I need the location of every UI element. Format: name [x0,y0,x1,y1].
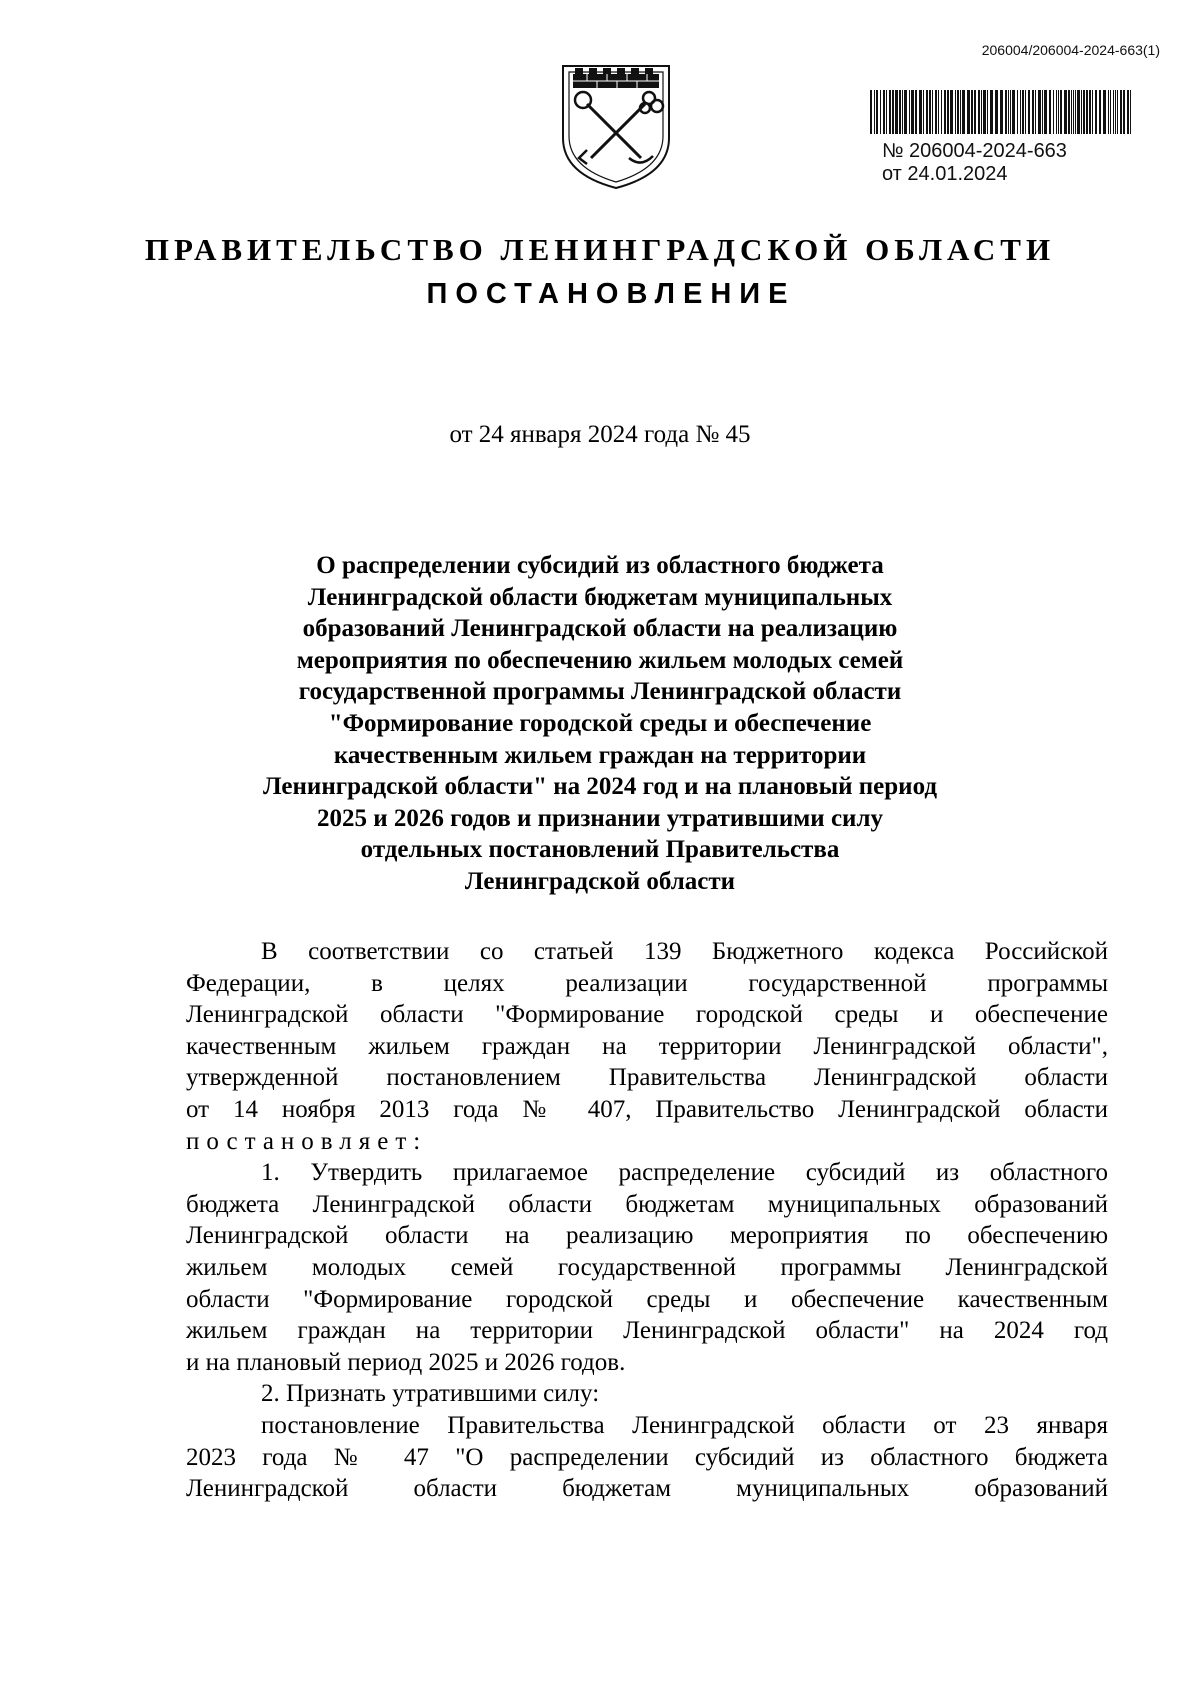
registration-date: от 24.01.2024 [882,163,1008,185]
body-line-text: области "Формирование городской среды и обеспечение качественным [186,1285,1108,1313]
body-line-text: 1. Утвердить прилагаемое распределение субсидий из областного [261,1159,1108,1187]
body-line [186,999,1108,1031]
subject-line: Ленинградской области [464,867,736,895]
subject-line: качественным жильем граждан на территории [333,741,867,769]
body-line [186,1315,1108,1347]
body-line-text: 2. Признать утратившими силу: [261,1380,600,1408]
body-line-text: постановление Правительства Ленинградской области от 23 января [261,1411,1108,1439]
registration-number: № 206004-2024-663 [882,140,1067,162]
body-line [186,1347,1108,1379]
body-line [186,1442,1108,1474]
body-line-text: В соответствии со статьей 139 Бюджетного кодекса Российской [261,938,1108,965]
subject-line: государственной программы Ленинградской области [298,678,902,706]
body-line-text: 2023 года № 47 "О распределении субсидий из областного бюджета [186,1443,1108,1471]
body-line [186,1062,1108,1094]
body-line [186,1031,1108,1063]
barcode [870,90,1132,134]
body-line-text: от 14 ноября 2013 года № 407, Правительство Ленинградской области [186,1095,1108,1123]
body-line [186,1189,1108,1221]
body-line [186,936,1108,968]
subject-line: Ленинградской области" на 2024 год и на плановый период [262,773,938,801]
document-type: ПОСТАНОВЛЕНИЕ [426,278,796,310]
body-line [186,1473,1108,1505]
subject-line: мероприятия по обеспечению жильем молодых семей [296,646,904,674]
body-line-text: жильем граждан на территории Ленинградской области" на 2024 год [186,1317,1108,1345]
subject-line: отдельных постановлений Правительства [360,836,840,864]
subject-line: 2025 и 2026 годов и признании утратившими силу [317,804,883,832]
document-date-number: от 24 января 2024 года № 45 [449,421,751,448]
body-line-text: качественным жильем граждан на территории Ленинградской области", [186,1032,1108,1060]
document-subject [0,550,1200,898]
coat-of-arms-icon [557,56,675,192]
body-line [186,968,1108,1000]
government-title: ПРАВИТЕЛЬСТВО ЛЕНИНГРАДСКОЙ ОБЛАСТИ [144,232,1056,267]
body-line [186,1378,1108,1410]
subject-line: "Формирование городской среды и обеспечение [328,709,872,737]
body-line-text: и на плановый период 2025 и 2026 годов. [186,1348,626,1376]
body-line [186,1220,1108,1252]
body-line-text: жильем молодых семей государственной программы Ленинградской [186,1253,1108,1281]
subject-line: образований Ленинградской области на реализацию [302,615,898,643]
body-line [186,1252,1108,1284]
document-id: 206004/206004-2024-663(1) [981,42,1160,58]
body-line-text: утвержденной постановлением Правительства Ленинградской области [186,1064,1108,1092]
body-line [186,1126,1108,1158]
body-line [186,1284,1108,1316]
body-line-text: Ленинградской области бюджетам муниципальных образований [186,1475,1108,1503]
body-line [186,1094,1108,1126]
body-line-text: постановляет: [186,1127,428,1155]
body-line-text: Ленинградской области "Формирование городской среды и обеспечение [186,1001,1108,1029]
body-line [186,1157,1108,1189]
subject-line: Ленинградской области бюджетам муниципальных [307,583,893,611]
document-body [186,936,1108,1505]
body-line-text: бюджета Ленинградской области бюджетам муниципальных образований [186,1190,1108,1218]
body-line-text: Федерации, в целях реализации государственной программы [186,969,1108,997]
body-line-text: Ленинградской области на реализацию мероприятия по обеспечению [186,1222,1108,1250]
subject-line: О распределении субсидий из областного бюджета [316,552,884,579]
body-line [186,1410,1108,1442]
